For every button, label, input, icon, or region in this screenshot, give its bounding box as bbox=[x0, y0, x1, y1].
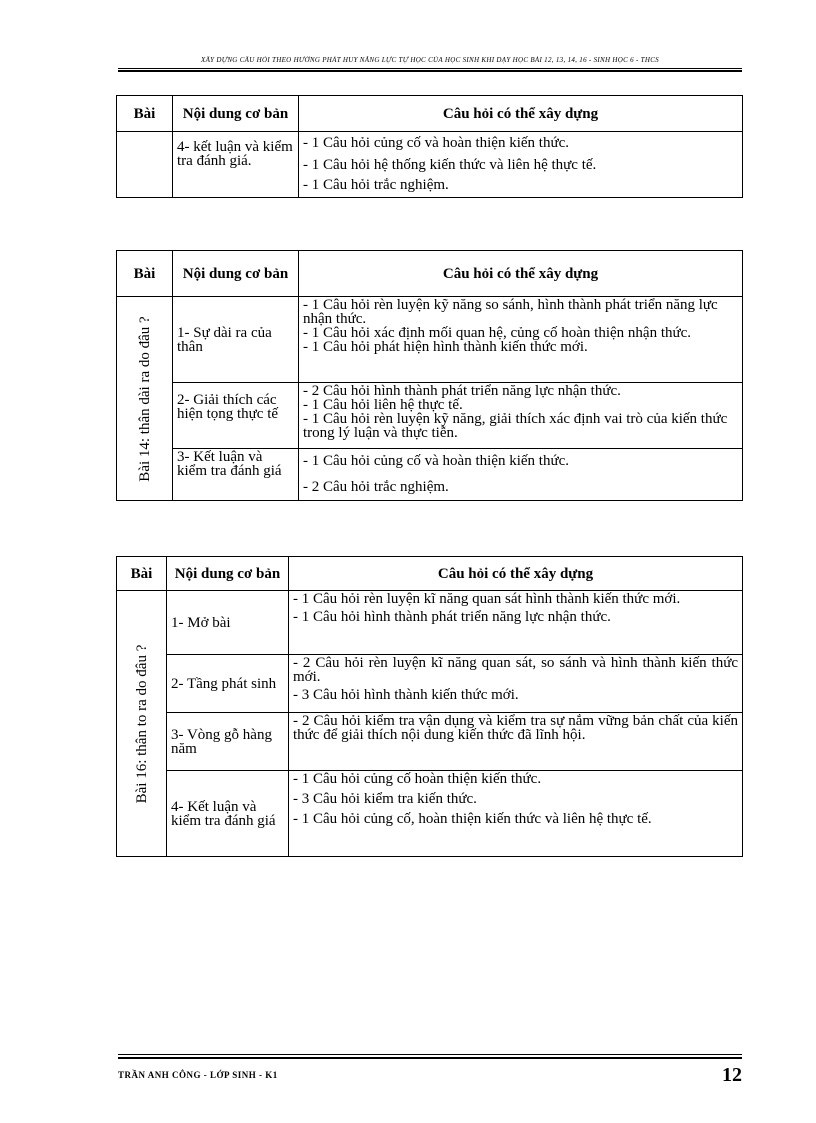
footer-rule-thick bbox=[118, 1057, 742, 1059]
question-item: - 1 Câu hỏi rèn luyện kỹ năng so sánh, hình thành phát triển năng lực nhận thức. bbox=[303, 297, 718, 327]
content-cell: 4- kết luận và kiểm tra đánh giá. bbox=[173, 132, 299, 198]
content-cell: 2- Giải thích các hiện tọng thực tế bbox=[173, 383, 299, 449]
question-item: - 1 Câu hỏi hệ thống kiến thức và liên hệ thực tế. bbox=[303, 157, 597, 173]
col-header-noi-dung: Nội dung cơ bản bbox=[173, 251, 299, 297]
questions-cell bbox=[299, 449, 743, 501]
col-header-noi-dung: Nội dung cơ bản bbox=[167, 557, 289, 591]
col-header-cau-hoi: Câu hỏi có thể xây dựng bbox=[289, 557, 743, 591]
table-row bbox=[117, 449, 743, 501]
col-header-bai: Bài bbox=[117, 251, 173, 297]
question-item: - 1 Câu hỏi rèn luyện kĩ năng quan sát hình thành kiến thức mới. bbox=[293, 591, 681, 607]
lesson-title: Bài 14: thân dài ra do đâu ? bbox=[136, 315, 153, 482]
question-item: - 3 Câu hỏi kiểm tra kiến thức. bbox=[293, 791, 477, 807]
question-item: - 1 Câu hỏi rèn luyện kỹ năng, giải thích xác định vai trò của kiến thức trong lý luận và thực tiễn. bbox=[303, 411, 728, 441]
question-item: - 1 Câu hỏi liên hệ thực tế. bbox=[303, 397, 463, 413]
lesson-title-cell bbox=[117, 591, 167, 857]
page-header bbox=[118, 56, 742, 72]
content-cell: 3- Vòng gỗ hàng năm bbox=[167, 713, 289, 771]
question-item: - 1 Câu hỏi phát hiện hình thành kiến thức mới. bbox=[303, 339, 588, 355]
question-item: - 2 Câu hỏi hình thành phát triển năng lực nhận thức. bbox=[303, 383, 621, 399]
header-text: XÂY DỰNG CÂU HỎI THEO HƯỚNG PHÁT HUY NĂNG LỰC TỰ HỌC CỦA HỌC SINH KHI DẠY HỌC BÀI 12, 13, 14, 16 - SINH HỌC 6 - THCS bbox=[201, 56, 659, 64]
footer-author: TRẦN ANH CÔNG - LỚP SINH - K1 bbox=[118, 1070, 278, 1080]
questions-cell bbox=[289, 591, 743, 655]
table-row bbox=[117, 655, 743, 713]
col-header-noi-dung: Nội dung cơ bản bbox=[173, 96, 299, 132]
table-header-row bbox=[117, 96, 743, 132]
page-number: 12 bbox=[722, 1064, 742, 1086]
col-header-cau-hoi: Câu hỏi có thể xây dựng bbox=[299, 251, 743, 297]
lesson-title-cell bbox=[117, 297, 173, 501]
content-cell: 2- Tầng phát sinh bbox=[167, 655, 289, 713]
question-item: - 3 Câu hỏi hình thành kiến thức mới. bbox=[293, 687, 519, 703]
content-cell: 1- Sự dài ra của thân bbox=[173, 297, 299, 383]
question-item: - 2 Câu hỏi rèn luyện kĩ năng quan sát, so sánh và hình thành kiến thức mới. bbox=[293, 655, 738, 685]
col-header-cau-hoi: Câu hỏi có thể xây dựng bbox=[299, 96, 743, 132]
questions-cell bbox=[289, 713, 743, 771]
question-item: - 1 Câu hỏi trắc nghiệm. bbox=[303, 177, 449, 193]
questions-cell bbox=[299, 383, 743, 449]
question-item: - 1 Câu hỏi hình thành phát triển năng lực nhận thức. bbox=[293, 609, 611, 625]
table-row bbox=[117, 771, 743, 857]
table-row bbox=[117, 383, 743, 449]
questions-cell bbox=[289, 655, 743, 713]
lesson-cell bbox=[117, 132, 173, 198]
content-cell: 1- Mở bài bbox=[167, 591, 289, 655]
table-row bbox=[117, 713, 743, 771]
table-lesson-13-end bbox=[116, 95, 743, 198]
table-header-row bbox=[117, 557, 743, 591]
page-footer-rule bbox=[118, 1054, 742, 1059]
question-item: - 1 Câu hỏi củng cố và hoàn thiện kiến thức. bbox=[303, 453, 569, 469]
question-item: - 1 Câu hỏi xác định mối quan hệ, củng cố hoàn thiện nhận thức. bbox=[303, 325, 692, 341]
header-rule bbox=[118, 68, 742, 69]
questions-cell bbox=[299, 132, 743, 198]
header-rule-thick bbox=[118, 70, 742, 72]
questions-cell bbox=[299, 297, 743, 383]
footer-rule bbox=[118, 1054, 742, 1055]
table-header-row bbox=[117, 251, 743, 297]
table-row bbox=[117, 132, 743, 198]
table-lesson-16 bbox=[116, 556, 743, 857]
col-header-bai: Bài bbox=[117, 96, 173, 132]
content-cell: 3- Kết luận và kiểm tra đánh giá bbox=[173, 449, 299, 501]
table-row bbox=[117, 591, 743, 655]
question-item: - 1 Câu hỏi củng cố hoàn thiện kiến thức. bbox=[293, 771, 542, 787]
table-row bbox=[117, 297, 743, 383]
col-header-bai: Bài bbox=[117, 557, 167, 591]
lesson-title: Bài 16: thân to ra do đâu ? bbox=[133, 644, 150, 803]
content-cell: 4- Kết luận và kiểm tra đánh giá bbox=[167, 771, 289, 857]
question-item: - 2 Câu hỏi kiểm tra vận dụng và kiểm tra sự nắm vững bản chất của kiến thức để giải thích nội dung kiến thức đã lĩnh hội. bbox=[293, 713, 738, 743]
questions-cell bbox=[289, 771, 743, 857]
question-item: - 2 Câu hỏi trắc nghiệm. bbox=[303, 479, 449, 495]
question-item: - 1 Câu hỏi củng cố, hoàn thiện kiến thức và liên hệ thực tế. bbox=[293, 811, 652, 827]
question-item: - 1 Câu hỏi củng cố và hoàn thiện kiến thức. bbox=[303, 135, 569, 151]
table-lesson-14 bbox=[116, 250, 743, 501]
